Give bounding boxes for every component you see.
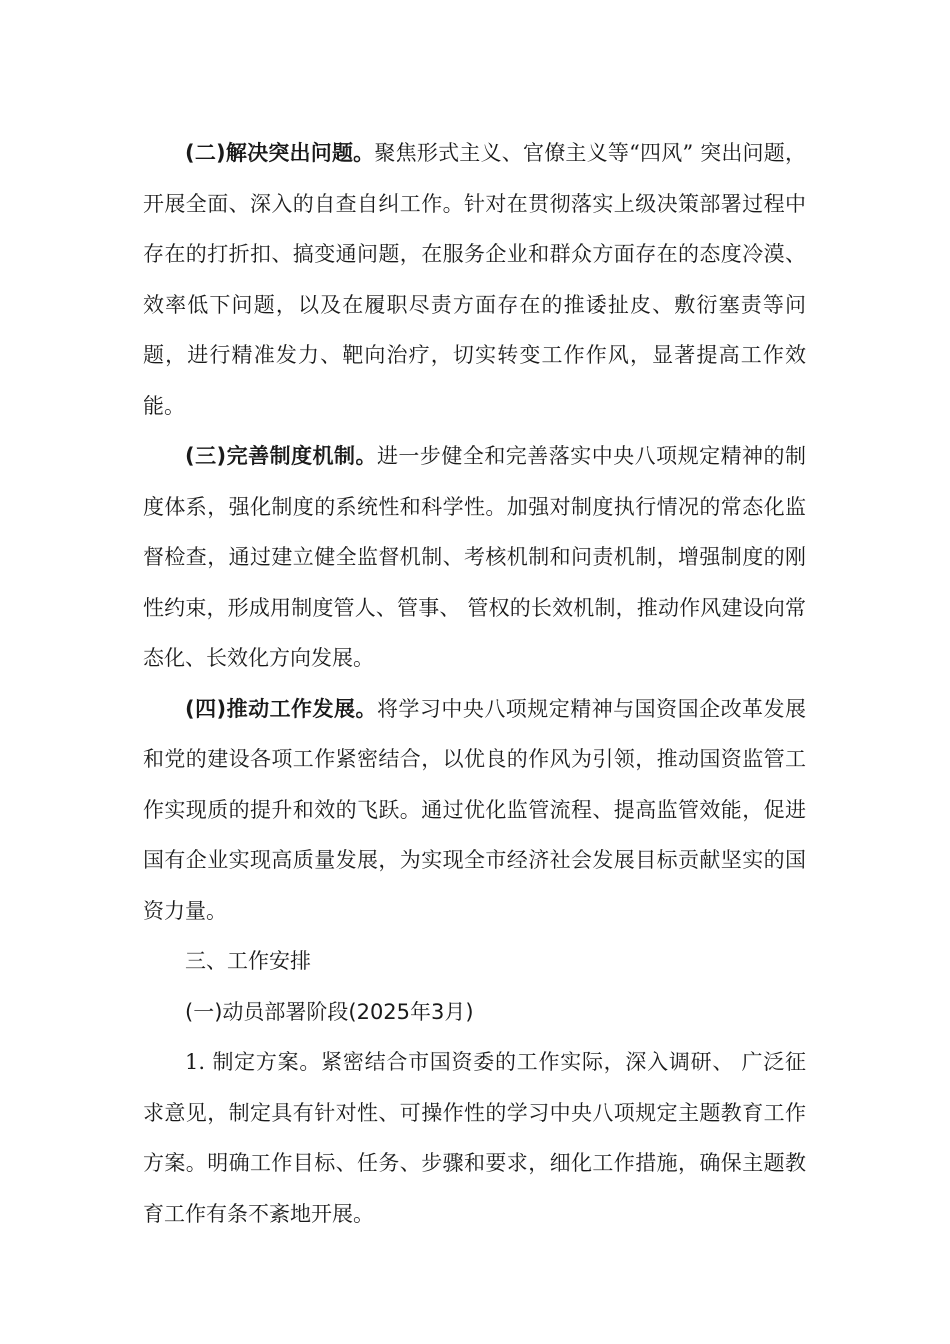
paragraph-text: 将学习中央八项规定精神与国资国企改革发展和党的建设各项工作紧密结合，以优良的作风为引领，推动国资监管工作实现质的提升和效的飞跃。通过优化监管流程、提高监管效能，促进国有企业实现高质量发展，为实现全市经济社会发展目标贡献坚实的国资力量。 bbox=[143, 696, 806, 923]
paragraph-text: 进一步健全和完善落实中央八项规定精神的制度体系，强化制度的系统性和科学性。加强对制度执行情况的常态化监督检查，通过建立健全监督机制、考核机制和问责机制，增强制度的刚性约束，形成用制度管人、管事、 管权的长效机制，推动作风建设向常态化、长效化方向发展。 bbox=[143, 444, 806, 670]
document-body bbox=[143, 128, 806, 1239]
paragraph-lead: (二)解决突出问题。 bbox=[185, 141, 375, 165]
list-item-lead: 1. 制定方案。 bbox=[185, 1050, 322, 1074]
subsection-heading: (一)动员部署阶段(2025年3月) bbox=[185, 999, 474, 1024]
list-item-make-plan bbox=[143, 1037, 806, 1239]
paragraph-promote-work bbox=[143, 684, 806, 937]
paragraph-lead: (三)完善制度机制。 bbox=[185, 444, 377, 468]
list-item-text: 紧密结合市国资委的工作实际，深入调研、 广泛征求意见，制定具有针对性、可操作性的学习中央八项规定主题教育工作方案。明确工作目标、任务、步骤和要求，细化工作措施，确保主题教育工作有条不紊地开展。 bbox=[143, 1050, 806, 1226]
paragraph-improve-systems bbox=[143, 431, 806, 684]
section-heading: 三、工作安排 bbox=[185, 949, 311, 973]
paragraph-text: 聚焦形式主义、官僚主义等“四风” 突出问题，开展全面、深入的自查自纠工作。针对在贯彻落实上级决策部署过程中存在的打折扣、搞变通问题，在服务企业和群众方面存在的态度冷漠、效率低下问题，以及在履职尽责方面存在的推诿扯皮、敷衍塞责等问题，进行精准发力、靶向治疗，切实转变工作作风，显著提高工作效能。 bbox=[143, 141, 806, 418]
paragraph-solve-problems bbox=[143, 128, 806, 431]
paragraph-lead: (四)推动工作发展。 bbox=[185, 696, 377, 721]
